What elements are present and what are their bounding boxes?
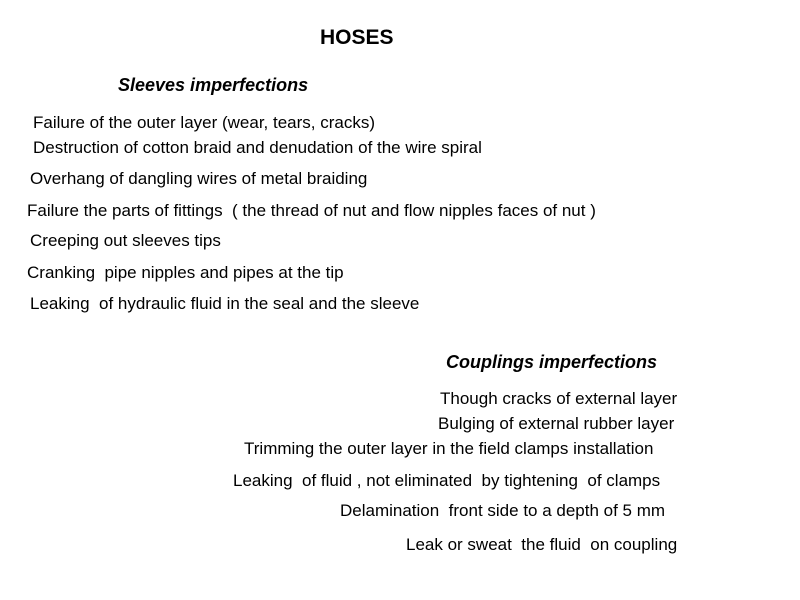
sleeves-item: Failure of the outer layer (wear, tears, cracks) [33, 113, 376, 132]
sleeves-item: Cranking pipe nipples and pipes at the tip [27, 263, 344, 282]
sleeves-item: Overhang of dangling wires of metal braiding [30, 169, 368, 188]
couplings-item: Delamination front side to a depth of 5 mm [340, 501, 666, 520]
couplings-item: Leaking of fluid , not eliminated by tightening of clamps [233, 471, 661, 490]
couplings-heading: Couplings imperfections [446, 352, 658, 372]
couplings-item: Leak or sweat the fluid on coupling [406, 535, 678, 554]
page-title: HOSES [320, 26, 394, 49]
sleeves-item: Failure the parts of fittings ( the thread of nut and flow nipples faces of nut ) [27, 201, 596, 220]
sleeves-item: Destruction of cotton braid and denudation of the wire spiral [33, 138, 482, 157]
sleeves-item: Creeping out sleeves tips [30, 231, 221, 250]
couplings-item: Though cracks of external layer [440, 389, 678, 408]
couplings-item: Bulging of external rubber layer [438, 414, 675, 433]
couplings-item: Trimming the outer layer in the field clamps installation [244, 439, 654, 458]
sleeves-item: Leaking of hydraulic fluid in the seal and the sleeve [30, 294, 420, 313]
sleeves-heading: Sleeves imperfections [118, 75, 309, 95]
